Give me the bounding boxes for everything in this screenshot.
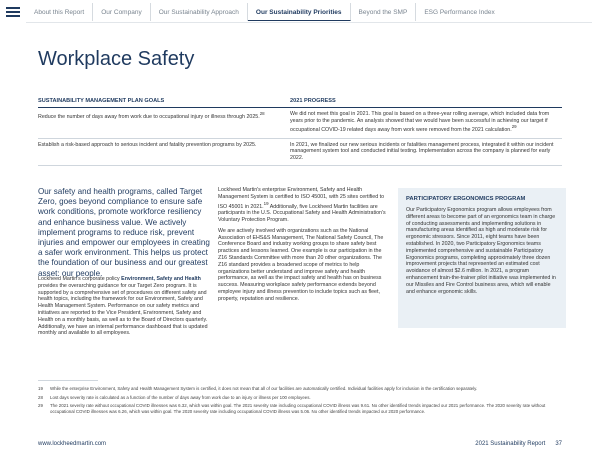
hamburger-menu-icon[interactable] bbox=[6, 7, 20, 17]
footer-right bbox=[465, 441, 562, 447]
tab-beyond-the-smp[interactable]: Beyond the SMP bbox=[351, 3, 417, 21]
goals-column-header: SUSTAINABILITY MANAGEMENT PLAN GOALS bbox=[38, 98, 165, 104]
progress-column-header: 2021 PROGRESS bbox=[290, 98, 336, 104]
page-footer bbox=[38, 441, 562, 447]
nav-tabs bbox=[26, 3, 503, 21]
tab-esg-performance-index[interactable]: ESG Performance Index bbox=[424, 9, 495, 16]
footnote bbox=[38, 395, 562, 401]
iso-text-tail: Additionally, five Lockheed Martin facilities are participants in the U.S. Occupational Safety and Health Administration's Voluntary Protection Program. bbox=[218, 203, 386, 223]
footnote-divider bbox=[38, 380, 98, 381]
footnote-number: 29 bbox=[38, 403, 43, 409]
footnote-text: While the enterprise Environment, Safety and Health Management System is certified, it does not mean that all of our facilities are automatically certified. Individual facilities apply for inclusion in the certification separately. bbox=[50, 386, 478, 391]
progress-cell bbox=[290, 111, 562, 134]
nav-divider bbox=[26, 22, 592, 23]
footnote-ref[interactable]: 28 bbox=[259, 111, 265, 116]
goal-text: Reduce the number of days away from work due to occupational injury or illness through 2025. bbox=[38, 113, 260, 120]
footnote bbox=[38, 403, 562, 414]
organizations-paragraph: We are actively involved with organizations such as the National Association of EHS&S Management, The National Safety Council, The Conference Board and industry working groups to share safety best practices and lessons learned. One example is our participation in the Z16 Standards Committee with more than 20 other organizations. The Z16 standard provides a broadened scope of metrics to help organizations better understand and improve safety and health performance, as well as the impact safety and health has on business success. Measuring workplace safety performance extends beyond employee injury and illness prevention to include topics such as fleet, property, reputation and resilience. bbox=[218, 227, 384, 302]
ergonomics-sidebar bbox=[398, 188, 566, 328]
tab-about-this-report[interactable]: About this Report bbox=[26, 3, 93, 21]
policy-text-pre: Lockheed Martin's corporate policy bbox=[38, 276, 122, 282]
policy-link[interactable]: Environment, Safety and Health bbox=[121, 276, 201, 282]
table-row bbox=[38, 108, 562, 139]
tab-our-sustainability-approach[interactable]: Our Sustainability Approach bbox=[151, 3, 248, 21]
progress-cell: In 2021, we finalized our new serious incidents or fatalities management process, integrated it within our incident management system tool and conducted initial testing. Implementation across the company is planned for early 2022. bbox=[290, 141, 554, 161]
page-number: 37 bbox=[555, 441, 562, 447]
middle-column bbox=[218, 187, 386, 307]
iso-paragraph bbox=[218, 187, 386, 224]
top-navigation bbox=[0, 0, 600, 44]
goal-cell bbox=[38, 111, 290, 134]
goals-table bbox=[38, 98, 562, 166]
sidebar-body: Our Participatory Ergonomics program allows employees from different areas to become part of an ergonomics team in charge of conducting assessments and implementing solutions in manufacturing areas identified as high and moderate risk for ergonomic stressors. Since 2011, eight teams have been established. In 2020, two Participatory Ergonomics teams implemented comprehensive and sustainable Participatory Ergonomics programs, completing approximately three dozen improvement projects that represented an estimated cost avoidance of almost $2.6 million. In 2021, a program enhancement train-the-trainer pilot initiative was implemented in our Missiles and Fire Control business area, which will enable and enhance ergonomic skills. bbox=[406, 207, 556, 295]
intro-paragraph: Our safety and health programs, called Target Zero, goes beyond compliance to ensure safe work conditions, promote workforce resiliency and enhance business value. We actively implement programs to reduce risk, prevent injuries and empower our employees in creating a safer work environment. This helps us protect the foundation of our business and our greatest asset: our people. bbox=[38, 187, 210, 278]
table-row bbox=[38, 139, 562, 167]
report-name: 2021 Sustainability Report bbox=[475, 441, 546, 447]
footnote bbox=[38, 386, 562, 392]
footnote-number: 19 bbox=[38, 386, 43, 391]
footnote-text: Lost days severity rate is calculated as a function of the number of days away from work due to an injury or illness per 100 employees. bbox=[50, 394, 311, 400]
footnotes bbox=[38, 386, 562, 417]
policy-text-post: provides the overarching guidance for our Target Zero program. It is supported by a comprehensive set of procedures on different safety and health topics, including the framework for our Environment, Safety and Health Management System. Performance on our safety metrics and initiatives are reported to the Vice President, Environment, Safety and Health on a monthly basis, as well as to the Board of Directors quarterly. Additionally, we have an internal performance dashboard that is updated monthly and available to all employees. bbox=[38, 282, 208, 337]
tab-our-sustainability-priorities[interactable]: Our Sustainability Priorities bbox=[248, 3, 351, 21]
goal-cell: Establish a risk-based approach to serious incident and fatality prevention programs by 2025. bbox=[38, 141, 257, 148]
website-link[interactable]: www.lockheedmartin.com bbox=[38, 441, 107, 447]
policy-paragraph bbox=[38, 276, 210, 337]
sidebar-heading: PARTICIPATORY ERGONOMICS PROGRAM bbox=[406, 196, 526, 202]
iso-text: Lockheed Martin's enterprise Environment, Safety and Health Management System is certified to ISO 45001, with 25 sites certified to ISO 45001 in 2021. bbox=[218, 187, 385, 210]
tab-our-company[interactable]: Our Company bbox=[93, 3, 150, 21]
footnote-ref[interactable]: 29 bbox=[511, 124, 517, 130]
progress-text: We did not meet this goal in 2021. This goal is based on a three-year rolling average, which included data from years prior to the pandemic. An analysis showed that we would have been successful in achieving our target if occupational COVID-19 related days away from work were removed from the 2021 calculation. bbox=[290, 111, 550, 133]
footnote-number: 28 bbox=[38, 394, 43, 400]
goals-table-header bbox=[38, 98, 562, 108]
footnote-ref[interactable]: 19 bbox=[263, 200, 269, 206]
footnote-text: The 2021 severity rate without occupational COVID illnesses was 6.32, which was within goal. The 2021 severity rate including occupational COVID illness was 9.61. No other identified trends impacted our 2021 performance. The 2020 severity rate without occupational COVID illnesses was 6.26, which was within goal. The 2020 severity rate including occupational COVID illness was 5.06. No other identified trends impacted our 2020 performance. bbox=[50, 403, 546, 414]
page-title: Workplace Safety bbox=[38, 48, 195, 70]
